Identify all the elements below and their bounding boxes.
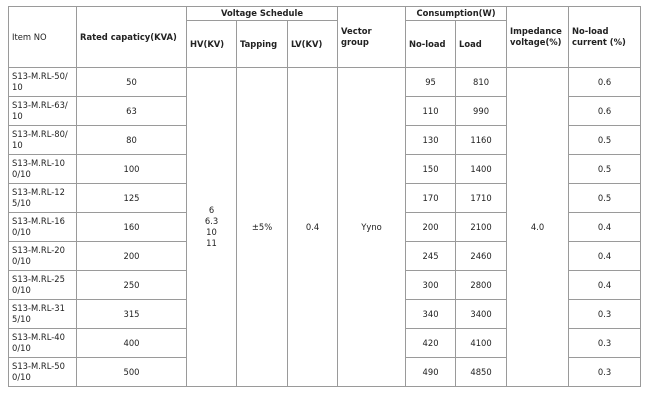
cell-no-load: 150 xyxy=(406,155,456,184)
cell-kva: 125 xyxy=(77,184,187,213)
cell-item: S13-M.RL-160/10 xyxy=(9,213,77,242)
header-row-top xyxy=(9,7,641,21)
cell-item: S13-M.RL-400/10 xyxy=(9,329,77,358)
cell-kva: 500 xyxy=(77,358,187,387)
cell-item: S13-M.RL-250/10 xyxy=(9,271,77,300)
cell-kva: 80 xyxy=(77,126,187,155)
header-impedance: Impedance voltage(%) xyxy=(507,7,569,68)
cell-no-load: 340 xyxy=(406,300,456,329)
cell-vector-group: Yyno xyxy=(338,68,406,387)
hv-value: 10 xyxy=(206,227,217,237)
cell-load: 4850 xyxy=(456,358,507,387)
cell-no-load: 245 xyxy=(406,242,456,271)
cell-kva: 400 xyxy=(77,329,187,358)
cell-kva: 315 xyxy=(77,300,187,329)
table-row xyxy=(9,68,641,97)
cell-lv: 0.4 xyxy=(288,68,338,387)
header-tapping: Tapping xyxy=(237,21,288,68)
cell-kva: 160 xyxy=(77,213,187,242)
header-vector-group: Vector group xyxy=(338,7,406,68)
cell-item: S13-M.RL-315/10 xyxy=(9,300,77,329)
cell-no-load: 95 xyxy=(406,68,456,97)
cell-load: 1710 xyxy=(456,184,507,213)
header-voltage-schedule: Voltage Schedule xyxy=(187,7,338,21)
table-body xyxy=(9,68,641,387)
cell-no-load-current: 0.5 xyxy=(569,126,641,155)
cell-no-load-current: 0.5 xyxy=(569,184,641,213)
header-consumption: Consumption(W) xyxy=(406,7,507,21)
cell-no-load-current: 0.3 xyxy=(569,358,641,387)
cell-load: 2100 xyxy=(456,213,507,242)
cell-no-load: 130 xyxy=(406,126,456,155)
cell-load: 2800 xyxy=(456,271,507,300)
hv-value: 11 xyxy=(206,238,217,248)
cell-kva: 63 xyxy=(77,97,187,126)
cell-load: 2460 xyxy=(456,242,507,271)
cell-no-load-current: 0.6 xyxy=(569,68,641,97)
cell-load: 4100 xyxy=(456,329,507,358)
cell-load: 1160 xyxy=(456,126,507,155)
cell-kva: 100 xyxy=(77,155,187,184)
cell-no-load: 300 xyxy=(406,271,456,300)
cell-no-load-current: 0.4 xyxy=(569,271,641,300)
cell-kva: 50 xyxy=(77,68,187,97)
header-rated-capacity: Rated capaticy(KVA) xyxy=(77,7,187,68)
cell-item: S13-M.RL-63/10 xyxy=(9,97,77,126)
hv-value: 6.3 xyxy=(204,216,219,226)
cell-no-load-current: 0.3 xyxy=(569,300,641,329)
header-no-load: No-load xyxy=(406,21,456,68)
header-no-load-current: No-load current (%) xyxy=(569,7,641,68)
header-hv: HV(KV) xyxy=(187,21,237,68)
cell-no-load-current: 0.5 xyxy=(569,155,641,184)
cell-item: S13-M.RL-80/10 xyxy=(9,126,77,155)
cell-hv-values xyxy=(187,68,237,387)
cell-item: S13-M.RL-100/10 xyxy=(9,155,77,184)
cell-load: 3400 xyxy=(456,300,507,329)
cell-load: 1400 xyxy=(456,155,507,184)
cell-item: S13-M.RL-125/10 xyxy=(9,184,77,213)
transformer-spec-table xyxy=(8,6,641,387)
cell-no-load: 170 xyxy=(406,184,456,213)
cell-load: 810 xyxy=(456,68,507,97)
cell-kva: 200 xyxy=(77,242,187,271)
cell-no-load: 490 xyxy=(406,358,456,387)
cell-item: S13-M.RL-200/10 xyxy=(9,242,77,271)
cell-no-load: 110 xyxy=(406,97,456,126)
cell-no-load: 200 xyxy=(406,213,456,242)
cell-item: S13-M.RL-50/10 xyxy=(9,68,77,97)
cell-impedance: 4.0 xyxy=(507,68,569,387)
cell-tapping: ±5% xyxy=(237,68,288,387)
cell-load: 990 xyxy=(456,97,507,126)
header-item-no: Item NO xyxy=(9,7,77,68)
cell-item: S13-M.RL-500/10 xyxy=(9,358,77,387)
cell-no-load-current: 0.4 xyxy=(569,213,641,242)
header-lv: LV(KV) xyxy=(288,21,338,68)
cell-kva: 250 xyxy=(77,271,187,300)
cell-no-load-current: 0.3 xyxy=(569,329,641,358)
hv-value: 6 xyxy=(208,205,215,215)
cell-no-load: 420 xyxy=(406,329,456,358)
cell-no-load-current: 0.4 xyxy=(569,242,641,271)
header-load: Load xyxy=(456,21,507,68)
cell-no-load-current: 0.6 xyxy=(569,97,641,126)
